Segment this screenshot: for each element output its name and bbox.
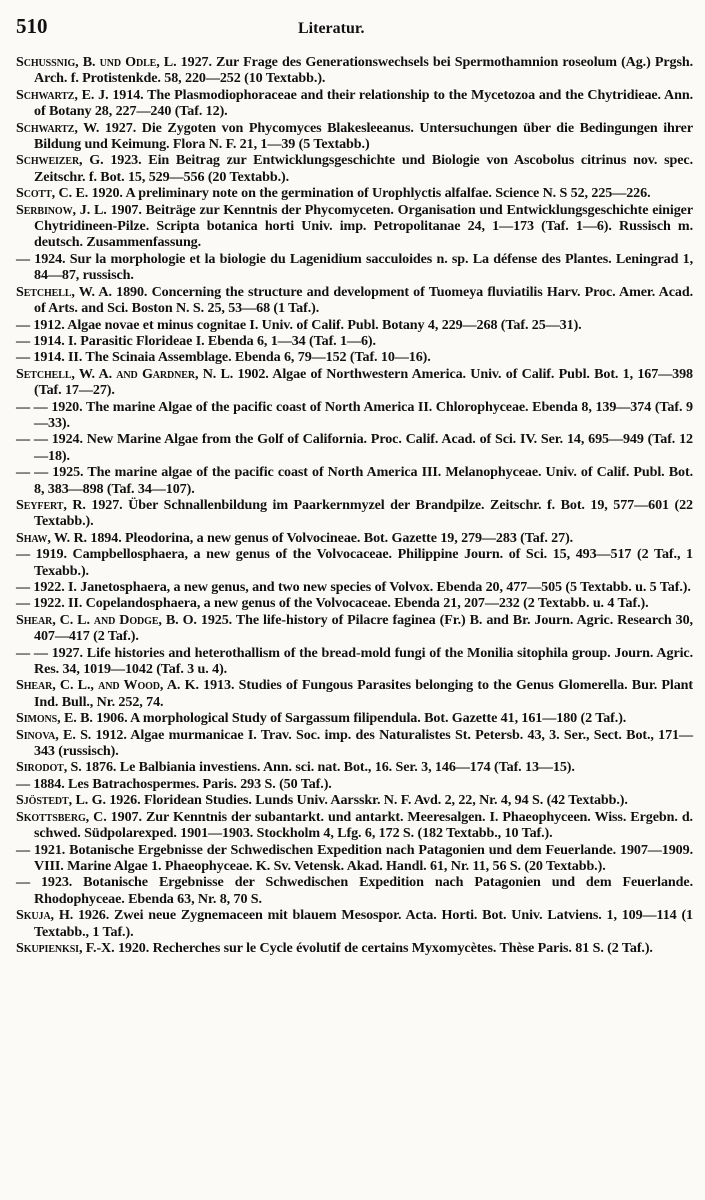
entry-author: Seyfert, R. — [16, 496, 86, 513]
entry-citation: — 1914. I. Parasitic Florideae I. Ebenda 6, 1—34 (Taf. 1—6). — [16, 332, 376, 349]
entry-citation: — — 1927. Life histories and heterothallism of the bread-mold fungi of the Monilia sitophila group. Journ. Agric. Res. 34, 1019—1042 (Taf. 3 u. 4). — [16, 644, 693, 678]
entry-author: Shear, C. L., and Wood, A. K. — [16, 677, 199, 694]
entry-citation: 1894. Pleodorina, a new genus of Volvocineae. Bot. Gazette 19, 279—283 (Taf. 27). — [86, 529, 574, 546]
entry-author: Skottsberg, C. — [16, 808, 107, 825]
bibliography-entry — [16, 284, 693, 317]
bibliography-entry — [16, 842, 693, 875]
entry-author: Sinova, E. S. — [16, 726, 92, 743]
entry-author: Shaw, W. R. — [16, 529, 87, 546]
entry-citation: 1927. Zur Frage des Generationswechsels bei Spermothamnion roseolum (Ag.) Prgsh. Arch. f. Protistenkde. 58, 220—252 (10 Textabb.). — [34, 54, 693, 87]
bibliography-entry — [16, 366, 693, 399]
entry-citation: — 1884. Les Batrachospermes. Paris. 293 S. (50 Taf.). — [16, 775, 332, 792]
entry-citation: 1920. Recherches sur le Cycle évolutif de certains Myxomycètes. Thèse Paris. 81 S. (2 Taf.). — [114, 939, 653, 956]
entry-citation: 1912. Algae murmanicae I. Trav. Soc. imp. des Naturalistes St. Petersb. 43, 3. Ser., Sect. Bot., 171—343 (russisch). — [34, 726, 693, 760]
bibliography-entry — [16, 317, 693, 333]
entry-citation: — 1924. Sur la morphologie et la biologie du Lagenidium sacculoides n. sp. La défense des Plantes. Leningrad 1, 84—87, russisch. — [16, 250, 693, 284]
page-number: 510 — [16, 14, 48, 38]
entry-author: Schweizer, G. — [16, 152, 104, 169]
entry-citation: — 1921. Botanische Ergebnisse der Schwedischen Expedition nach Patagonien und dem Feuerlande. 1907—1909. VIII. Marine Algae 1. Phaeophyceae. K. Sv. Vetensk. Akad. Handl. 61, Nr. 11, 56 S. (20 Textabb.). — [16, 841, 693, 874]
entry-citation: 1876. Le Balbiania investiens. Ann. sci. nat. Bot., 16. Ser. 3, 146—174 (Taf. 13—15). — [81, 759, 575, 776]
page-header — [16, 14, 693, 48]
entry-author: Simons, E. B. — [16, 710, 93, 727]
bibliography-entry — [16, 431, 693, 464]
entry-citation: — — 1920. The marine Algae of the pacific coast of North America II. Chlorophyceae. Ebenda 8, 139—374 (Taf. 9—33). — [16, 398, 693, 431]
bibliography-entry — [16, 399, 693, 432]
bibliography-entry — [16, 907, 693, 940]
bibliography-entry — [16, 579, 693, 595]
running-title: Literatur. — [298, 20, 365, 37]
bibliography-entry — [16, 595, 693, 611]
bibliography-entry — [16, 251, 693, 284]
entry-author: Shear, C. L. and Dodge, B. O. — [16, 611, 197, 628]
entry-citation: 1906. A morphological Study of Sargassum filipendula. Bot. Gazette 41, 161—180 (2 Taf.). — [92, 710, 627, 727]
bibliography-entry — [16, 809, 693, 842]
bibliography-entry — [16, 546, 693, 579]
entry-citation: 1923. Ein Beitrag zur Entwicklungsgeschichte und Biologie von Ascobolus citrinus nov. spec. Zeitschr. f. Bot. 15, 529—556 (20 Textabb.). — [34, 152, 693, 185]
entry-citation: 1926. Floridean Studies. Lunds Univ. Aarsskr. N. F. Avd. 2, 22, Nr. 4, 94 S. (42 Textabb.). — [105, 792, 628, 809]
bibliography-entry — [16, 792, 693, 808]
bibliography-entry — [16, 940, 693, 956]
entry-citation: 1927. Über Schnallenbildung im Paarkernmyzel der Brandpilze. Zeitschr. f. Bot. 19, 577—601 (22 Textabb.). — [34, 496, 693, 530]
bibliography-entry — [16, 54, 693, 87]
entry-author: Schussnig, B. und Odle, L. — [16, 54, 177, 70]
entry-author: Schwartz, W. — [16, 119, 100, 136]
bibliography-entry — [16, 464, 693, 497]
bibliography-entry — [16, 202, 693, 251]
bibliography-entry — [16, 612, 693, 645]
entry-citation: 1907. Beiträge zur Kenntnis der Phycomyceten. Organisation und Entwicklungsgeschichte einiger Chytridineen-Pilze. Scripta botanica horti Univ. imp. Petropolitanae 24, 1—173 (Taf. 1—6). Russisch m. deutsch. Zusammenfassung. — [34, 201, 693, 251]
entry-author: Setchell, W. A. and Gardner, N. L. — [16, 365, 234, 382]
entry-citation: 1927. Die Zygoten von Phycomyces Blakesleeanus. Untersuchungen über die Bedingungen ihrer Bildung und Keimung. Flora N. F. 21, 1—39 (5 Textabb.) — [34, 119, 693, 153]
bibliography-entry — [16, 677, 693, 710]
bibliography-entry — [16, 776, 693, 792]
bibliography-entry — [16, 727, 693, 760]
entry-author: Skuja, H. — [16, 907, 74, 924]
entry-author: Setchell, W. A. — [16, 283, 112, 300]
entry-citation: 1920. A preliminary note on the germination of Urophlyctis alfalfae. Science N. S 52, 225—226. — [88, 185, 651, 202]
entry-citation: 1925. The life-history of Pilacre faginea (Fr.) B. and Br. Journ. Agric. Research 30, 407—417 (2 Taf.). — [34, 611, 693, 645]
bibliography-entry — [16, 497, 693, 530]
bibliography-entry — [16, 87, 693, 120]
entry-author: Sirodot, S. — [16, 759, 82, 776]
bibliography-entry — [16, 530, 693, 546]
bibliography-entry — [16, 185, 693, 201]
entry-citation: — — 1924. New Marine Algae from the Golf of California. Proc. Calif. Acad. of Sci. IV. Ser. 14, 695—949 (Taf. 12—18). — [16, 431, 693, 464]
entry-citation: — 1919. Campbellosphaera, a new genus of the Volvocaceae. Philippine Journ. of Sci. 15, 493—517 (2 Taf., 1 Texabb.). — [16, 546, 693, 579]
entry-citation: — 1922. II. Copelandosphaera, a new genus of the Volvocaceae. Ebenda 21, 207—232 (2 Textabb. u. 4 Taf.). — [16, 595, 649, 612]
bibliography-entry — [16, 645, 693, 678]
entry-citation: 1890. Concerning the structure and development of Tuomeya fluviatilis Harv. Proc. Amer. Acad. of Arts. and Sci. Boston N. S. 25, 53—68 (1 Taf.). — [34, 283, 694, 317]
bibliography-entry — [16, 333, 693, 349]
bibliography-list — [16, 54, 693, 956]
entry-citation: — 1914. II. The Scinaia Assemblage. Ebenda 6, 79—152 (Taf. 10—16). — [16, 349, 431, 366]
entry-author: Schwartz, E. J. — [16, 86, 109, 103]
entry-citation: 1902. Algae of Northwestern America. Univ. of Calif. Publ. Bot. 1, 167—398 (Taf. 17—27). — [34, 365, 693, 399]
bibliography-entry — [16, 710, 693, 726]
entry-citation: 1907. Zur Kenntnis der subantarkt. und antarkt. Meeresalgen. I. Phaeophyceen. Wiss. Ergebn. d. schwed. Südpolarexped. 1901—1903. Stockholm 4, Lfg. 6, 172 S. (182 Textabb., 10 Taf.). — [34, 808, 693, 842]
entry-citation: 1913. Studies of Fungous Parasites belonging to the Genus Glomerella. Bur. Plant Ind. Bull., Nr. 252, 74. — [34, 677, 693, 710]
entry-author: Sjöstedt, L. G. — [16, 792, 106, 809]
bibliography-entry — [16, 120, 693, 153]
entry-citation: — 1912. Algae novae et minus cognitae I. Univ. of Calif. Publ. Botany 4, 229—268 (Taf. 25—31). — [16, 316, 582, 333]
entry-author: Scott, C. E. — [16, 185, 89, 202]
bibliography-entry — [16, 874, 693, 907]
bibliography-entry — [16, 152, 693, 185]
entry-author: Serbinow, J. L. — [16, 201, 107, 218]
bibliography-entry — [16, 349, 693, 365]
entry-citation: 1926. Zwei neue Zygnemaceen mit blauem Mesospor. Acta. Horti. Bot. Univ. Latviens. 1, 109—114 (1 Textabb., 1 Taf.). — [34, 907, 693, 940]
entry-citation: — 1922. I. Janetosphaera, a new genus, and two new species of Volvox. Ebenda 20, 477—505 (5 Textabb. u. 5 Taf.). — [16, 579, 691, 595]
entry-author: Skupienksi, F.-X. — [16, 939, 115, 956]
bibliography-entry — [16, 759, 693, 775]
entry-citation: 1914. The Plasmodiophoraceae and their relationship to the Mycetozoa and the Chytridieae. Ann. of Botany 28, 227—240 (Taf. 12). — [34, 86, 693, 120]
entry-citation: — — 1925. The marine algae of the pacific coast of North America III. Melanophyceae. Univ. of Calif. Publ. Bot. 8, 383—898 (Taf. 34—107). — [16, 464, 693, 497]
entry-citation: — 1923. Botanische Ergebnisse der Schwedischen Expedition nach Patagonien und dem Feuerlande. Rhodophyceae. Ebenda 63, Nr. 8, 70 S. — [16, 874, 693, 907]
